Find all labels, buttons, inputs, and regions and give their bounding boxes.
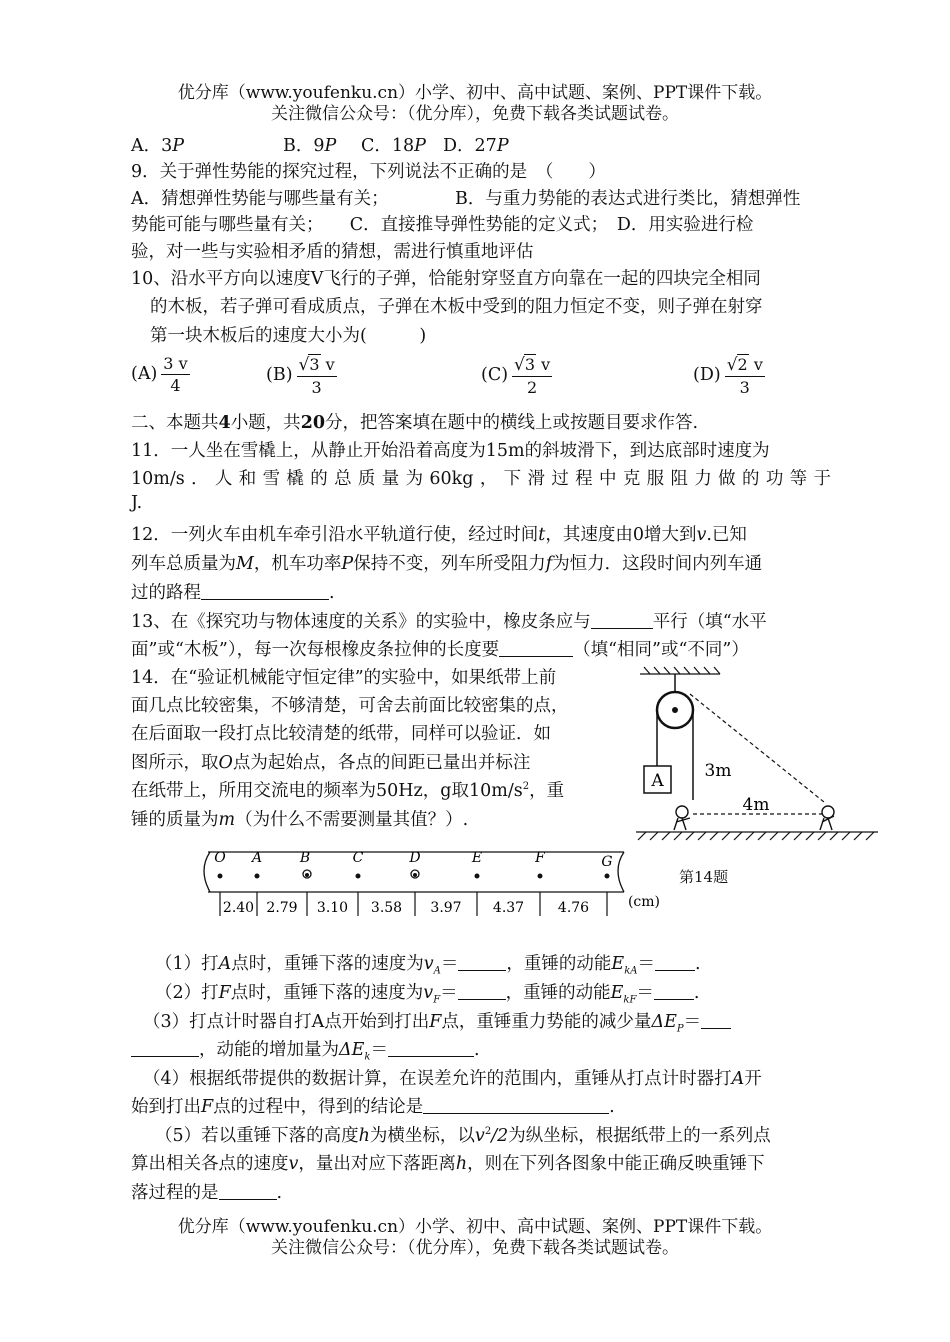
q8-option-b: B．9P bbox=[283, 136, 337, 156]
q14-sub3-line1: （3）打点计时器自打A点开始到打出F点，重锤重力势能的减少量$\Delta E_P=$ bbox=[143, 1008, 731, 1035]
q14-sub5-line3: 落过程的是 . bbox=[131, 1183, 283, 1203]
q8-option-d: D．27P bbox=[443, 136, 509, 156]
q9-option-a: A．猜想弹性势能与哪些量有关； bbox=[131, 189, 389, 209]
q10-line2: 的木板，若子弹可看成质点，子弹在木板中受到的阻力恒定不变，则子弹在射穿 bbox=[150, 297, 763, 317]
q13-blank-1[interactable] bbox=[591, 610, 653, 629]
q10-option-a: (A) $\frac{3 v}{4}$ bbox=[131, 354, 188, 395]
q13-blank-2[interactable] bbox=[499, 638, 573, 657]
q8-option-a: A．3P bbox=[131, 136, 185, 156]
q10-line3: 第一块木板后的速度大小为( ) bbox=[150, 326, 427, 346]
tape-distance-bc: 3.10 bbox=[316, 900, 349, 916]
tape-distance-fg: 4.76 bbox=[557, 900, 590, 916]
q14-sub5-line2: 算出相关各点的速度v，量出对应下落距离h，则在下列各图象中能正确反映重锤下 bbox=[131, 1154, 765, 1174]
tape-distances bbox=[223, 900, 589, 916]
q14-line4: 图所示，取O点为起始点，各点的间距已量出并标注 bbox=[131, 753, 531, 773]
sub3-blank-ep-cont[interactable] bbox=[131, 1038, 199, 1057]
sub1-blank-va[interactable] bbox=[458, 952, 506, 971]
tape-distance-ef: 4.37 bbox=[492, 900, 525, 916]
pulley-figure bbox=[628, 664, 883, 864]
q12-answer-blank[interactable] bbox=[201, 581, 329, 600]
sub3-blank-ek[interactable] bbox=[388, 1038, 474, 1057]
sub4-blank-conclusion[interactable] bbox=[423, 1095, 609, 1114]
q11-line2: 10m/s．人和雪橇的总质量为60kg，下滑过程中克服阻力做的功等于 bbox=[131, 469, 831, 489]
q9-line3: 验，对一些与实验相矛盾的猜想，需进行慎重地评估 bbox=[131, 242, 534, 262]
q10-option-d: (D) $\frac{√2 v}{3}$ bbox=[693, 355, 763, 397]
tape-label-g: G bbox=[601, 854, 613, 870]
tape-distance-de: 3.97 bbox=[430, 900, 462, 916]
person-left-icon bbox=[674, 806, 690, 830]
q14-line2: 面几点比较密集，不够清楚，可舍去前面比较密集的点， bbox=[131, 696, 569, 716]
tape-label-o: O bbox=[214, 850, 226, 866]
q10-option-c: (C) $\frac{√3 v}{2}$ bbox=[481, 355, 551, 397]
tape-label-f: F bbox=[535, 850, 545, 866]
ceiling-hatch bbox=[640, 667, 720, 674]
tape-point-labels bbox=[214, 850, 612, 870]
sub2-blank-ekf[interactable] bbox=[654, 981, 694, 1000]
q14-sub2: （2）打F点时，重锤下落的速度为$v_F=$ ，重锤的动能$E_{kF}=$ . bbox=[155, 983, 700, 1006]
tape-unit: (cm) bbox=[627, 894, 661, 910]
q12-line3: 过的路程 . bbox=[131, 583, 335, 603]
sub2-blank-vf[interactable] bbox=[458, 981, 506, 1000]
q11-line1: 11．一人坐在雪橇上，从静止开始沿着高度为15m的斜坡滑下，到达底部时速度为 bbox=[131, 441, 770, 461]
q8-option-c: C．18P bbox=[361, 136, 426, 156]
page-header-line2: 关注微信公众号：（优分库），免费下载各类试题试卷。 bbox=[271, 104, 679, 124]
paper-tape-figure bbox=[198, 846, 668, 922]
q10-line1: 10、沿水平方向以速度V飞行的子弹，恰能射穿竖直方向靠在一起的四块完全相同 bbox=[131, 269, 761, 289]
tape-distance-oa: 2.40 bbox=[222, 900, 255, 916]
q9-stem: 9．关于弹性势能的探究过程，下列说法不正确的是 （ ） bbox=[131, 162, 606, 182]
q10-option-b: (B) $\frac{√3 v}{3}$ bbox=[266, 355, 335, 397]
sub3-blank-ep[interactable] bbox=[701, 1010, 731, 1029]
figure-caption: 第14题 bbox=[679, 868, 729, 886]
width-label: 4m bbox=[742, 795, 770, 815]
ground-hatch bbox=[636, 832, 878, 840]
q13-line2: 面”或“木板”），每一次每根橡皮条拉伸的长度要 （填“相同”或“不同”） bbox=[131, 640, 749, 660]
q14-sub4-line2: 始到打出F点的过程中，得到的结论是 . bbox=[131, 1097, 615, 1117]
tape-label-d: D bbox=[409, 850, 421, 866]
q14-sub3-line2: ，动能的增加量为$\Delta E_k=$ . bbox=[131, 1036, 480, 1063]
page-footer-line2: 关注微信公众号：（优分库），免费下载各类试题试卷。 bbox=[271, 1238, 679, 1258]
q12-line2: 列车总质量为M，机车功率P保持不变，列车所受阻力f为恒力．这段时间内列车通 bbox=[131, 554, 763, 574]
tape-label-e: E bbox=[471, 850, 483, 866]
tape-label-a: A bbox=[251, 850, 263, 866]
tape-label-b: B bbox=[299, 850, 311, 866]
tape-label-c: C bbox=[352, 850, 364, 866]
height-label: 3m bbox=[704, 761, 732, 781]
person-right-icon bbox=[820, 806, 834, 830]
q14-sub5-line1: （5）若以重锤下落的高度h为横坐标，以$v^2/2$为纵坐标，根据纸带上的一系列点 bbox=[155, 1126, 771, 1146]
q13-line1: 13、在《探究功与物体速度的关系》的实验中，橡皮条应与 平行（填“水平 bbox=[131, 612, 767, 632]
tape-distance-ab: 2.79 bbox=[266, 900, 298, 916]
page-header-line1: 优分库（www.youfenku.cn）小学、初中、高中试题、案例、PPT课件下载。 bbox=[177, 83, 773, 103]
q14-line5: 在纸带上，所用交流电的频率为50Hz，g取$10m/s^2$，重 bbox=[131, 781, 565, 801]
block-a-label: A bbox=[651, 771, 664, 791]
tape-dots bbox=[218, 870, 610, 879]
q14-line1: 14．在“验证机械能守恒定律”的实验中，如果纸带上前 bbox=[131, 668, 557, 688]
tape-distance-cd: 3.58 bbox=[370, 900, 403, 916]
sub1-blank-eka[interactable] bbox=[655, 952, 695, 971]
q14-sub4-line1: （4）根据纸带提供的数据计算，在误差允许的范围内，重锤从打点计时器打A开 bbox=[143, 1069, 762, 1089]
sub5-blank-graph[interactable] bbox=[219, 1181, 277, 1200]
q14-line3: 在后面取一段打点比较清楚的纸带，同样可以验证．如 bbox=[131, 724, 551, 744]
q14-line6: 锤的质量为m（为什么不需要测量其值？）. bbox=[131, 810, 469, 830]
q12-line1: 12．一列火车由机车牵引沿水平轨道行使，经过时间t，其速度由0增大到v.已知 bbox=[131, 525, 747, 545]
q11-line3: J. bbox=[131, 493, 143, 513]
page-footer-line1: 优分库（www.youfenku.cn）小学、初中、高中试题、案例、PPT课件下载。 bbox=[177, 1217, 773, 1237]
q14-sub1: （1）打A点时，重锤下落的速度为$v_A=$ ，重锤的动能$E_{kA}=$ . bbox=[155, 954, 701, 977]
section-2-title: 二、本题共4小题，共20分，把答案填在题中的横线上或按题目要求作答. bbox=[131, 413, 699, 433]
q9-option-b: B．与重力势能的表达式进行类比，猜想弹性 bbox=[455, 189, 801, 209]
q9-line2: 势能可能与哪些量有关； C．直接推导弹性势能的定义式； D．用实验进行检 bbox=[131, 215, 754, 235]
